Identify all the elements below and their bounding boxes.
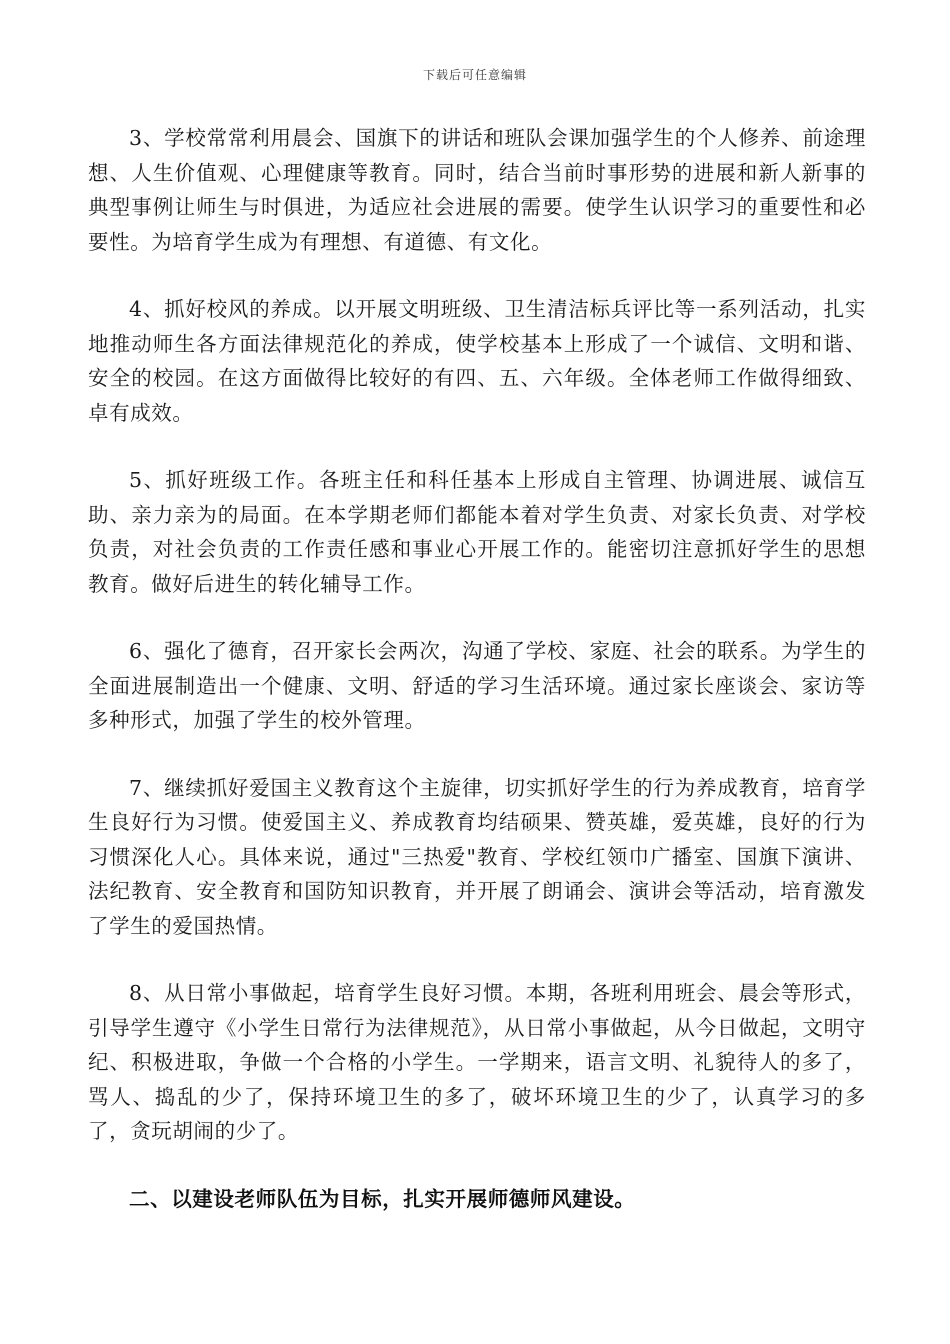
paragraph-5: 5、抓好班级工作。各班主任和科任基本上形成自主管理、协调进展、诚信互助、亲力亲为的局面。在本学期老师们都能本着对学生负责、对家长负责、对学校负责，对社会负责的工作责任感和事业心开展工作的。能密切注意抓好学生的思想教育。做好后进生的转化辅导工作。 <box>88 468 866 596</box>
page-header-note: 下载后可任意编辑 <box>422 68 527 82</box>
paragraph-8: 8、从日常小事做起，培育学生良好习惯。本期，各班利用班会、晨会等形式，引导学生遵守《小学生日常行为法律规范》，从日常小事做起，从今日做起，文明守纪、积极进取，争做一个合格的小学生。一学期来，语言文明、礼貌待人的多了，骂人、捣乱的少了，保持环境卫生的多了，破坏环境卫生的少了，认真学习的多了，贪玩胡闹的少了。 <box>88 981 866 1143</box>
section-heading: 二、以建设老师队伍为目标，扎实开展师德师风建设。 <box>129 1186 636 1211</box>
document-body <box>88 121 866 1216</box>
paragraph-6: 6、强化了德育，召开家长会两次，沟通了学校、家庭、社会的联系。为学生的全面进展制造出一个健康、文明、舒适的学习生活环境。通过家长座谈会、家访等多种形式，加强了学生的校外管理。 <box>88 639 866 732</box>
paragraph-3: 3、学校常常利用晨会、国旗下的讲话和班队会课加强学生的个人修养、前途理想、人生价值观、心理健康等教育。同时，结合当前时事形势的进展和新人新事的典型事例让师生与时俱进，为适应社会进展的需要。使学生认识学习的重要性和必要性。为培育学生成为有理想、有道德、有文化。 <box>88 126 866 254</box>
paragraph-7: 7、继续抓好爱国主义教育这个主旋律，切实抓好学生的行为养成教育，培育学生良好行为习惯。使爱国主义、养成教育均结硕果、赞英雄，爱英雄，良好的行为习惯深化人心。具体来说，通过"三热爱"教育、学校红领巾广播室、国旗下演讲、法纪教育、安全教育和国防知识教育，并开展了朗诵会、演讲会等活动，培育激发了学生的爱国热情。 <box>88 775 866 938</box>
paragraph-4: 4、抓好校风的养成。以开展文明班级、卫生清洁标兵评比等一系列活动，扎实地推动师生各方面法律规范化的养成，使学校基本上形成了一个诚信、文明和谐、安全的校园。在这方面做得比较好的有四、五、六年级。全体老师工作做得细致、卓有成效。 <box>88 297 866 425</box>
